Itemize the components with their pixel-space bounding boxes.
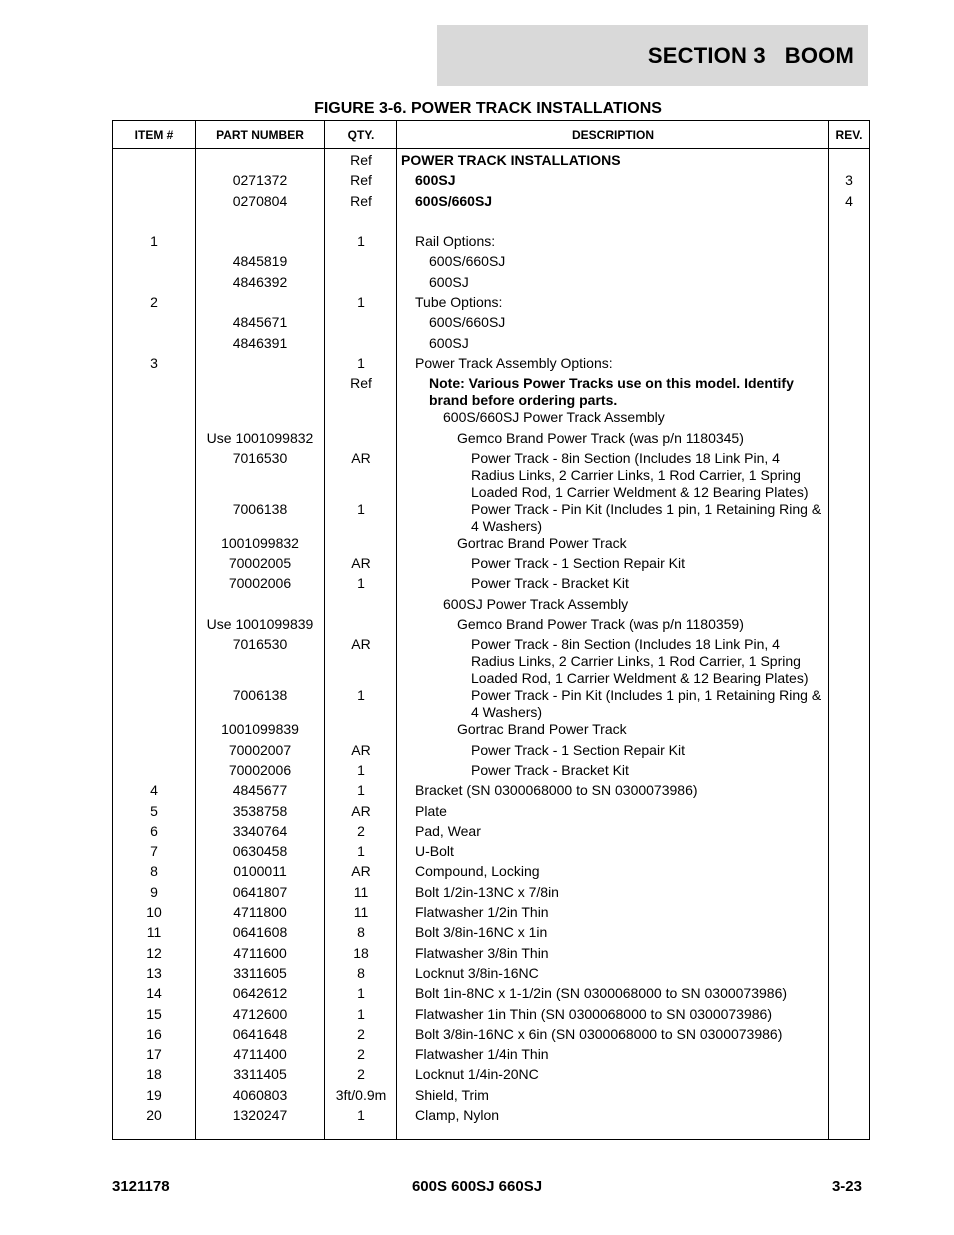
rev-cell: 3: [845, 172, 853, 189]
table-row: [113, 274, 869, 294]
table-row: [113, 762, 869, 782]
description-cell: 600S/660SJ Power Track Assembly: [443, 409, 665, 426]
description-cell: 600SJ: [429, 273, 469, 290]
description-cell: Bolt 3/8in-16NC x 1in: [415, 924, 548, 941]
rev-cell: [829, 1006, 869, 1026]
part-number-cell: 7006138: [232, 687, 288, 704]
item-cell: [113, 575, 195, 595]
item-cell: 14: [146, 985, 162, 1002]
part-number-cell: 4845671: [232, 314, 288, 331]
item-cell: 19: [146, 1086, 162, 1103]
item-cell: 16: [146, 1025, 162, 1042]
rev-cell: [829, 355, 869, 375]
rev-cell: [829, 636, 869, 687]
rev-cell: [829, 823, 869, 843]
item-cell: [113, 596, 195, 616]
part-number-cell: 4846391: [232, 334, 288, 351]
qty-cell: AR: [351, 863, 371, 880]
rev-cell: [829, 863, 869, 883]
part-number-cell: [195, 213, 325, 233]
description-cell: POWER TRACK INSTALLATIONS: [401, 152, 621, 168]
table-row: [113, 687, 869, 721]
description-cell: U-Bolt: [415, 843, 454, 860]
table-row: [113, 965, 869, 985]
item-cell: 9: [150, 883, 158, 900]
item-cell: 8: [150, 863, 158, 880]
item-cell: [113, 555, 195, 575]
description-cell: Power Track - Pin Kit (Includes 1 pin, 1 Retaining Ring & 4 Washers): [471, 687, 822, 721]
item-cell: 4: [150, 782, 158, 799]
qty-cell: [325, 274, 397, 294]
table-row: [113, 1066, 869, 1086]
item-cell: [113, 152, 195, 172]
qty-cell: 1: [357, 294, 365, 311]
table-row: [113, 596, 869, 616]
rev-cell: [829, 294, 869, 314]
description-cell: Flatwasher 1/4in Thin: [415, 1046, 549, 1063]
table-row: [113, 575, 869, 595]
qty-cell: AR: [351, 802, 371, 819]
rev-cell: [829, 884, 869, 904]
table-row: [113, 294, 869, 314]
table-body: [113, 152, 869, 1127]
item-cell: [113, 253, 195, 273]
item-cell: [113, 213, 195, 233]
part-number-cell: 1320247: [232, 1106, 288, 1123]
qty-cell: [325, 314, 397, 334]
item-cell: [113, 409, 195, 429]
item-cell: 2: [150, 294, 158, 311]
description-cell: Bolt 1in-8NC x 1-1/2in (SN 0300068000 to SN 0300073986): [415, 985, 788, 1002]
qty-cell: AR: [351, 741, 371, 758]
rev-cell: [829, 904, 869, 924]
qty-cell: 2: [357, 1025, 365, 1042]
part-number-cell: 4711800: [233, 904, 287, 921]
qty-cell: 2: [357, 822, 365, 839]
table-row: [113, 1087, 869, 1107]
description-cell: Bolt 1/2in-13NC x 7/8in: [415, 883, 559, 900]
table-row: [113, 314, 869, 334]
rev-cell: [829, 803, 869, 823]
rev-cell: [829, 1107, 869, 1127]
description-cell: Rail Options:: [415, 233, 496, 250]
part-number-cell: 3340764: [232, 822, 288, 839]
item-cell: [113, 193, 195, 213]
description-cell: Locknut 1/4in-20NC: [415, 1066, 539, 1083]
description-cell: 600SJ Power Track Assembly: [443, 595, 629, 612]
footer-page-number: 3-23: [831, 1178, 862, 1195]
rev-cell: [829, 965, 869, 985]
description-cell: Power Track - 8in Section (Includes 18 Link Pin, 4 Radius Links, 2 Carrier Links, 1 Rod Carrier, 1 Spring Loaded Rod, 1 Carrier Weldment & 12 Bearing Plates): [471, 636, 809, 687]
item-cell: [113, 687, 195, 721]
part-number-cell: 0641648: [232, 1025, 288, 1042]
part-number-cell: 1001099832: [221, 534, 299, 551]
part-number-cell: 70002007: [228, 741, 292, 758]
qty-cell: AR: [351, 555, 371, 572]
table-row: [113, 616, 869, 636]
table-row: [113, 884, 869, 904]
table-row: [113, 430, 869, 450]
part-number-cell: 4845677: [232, 782, 288, 799]
description-cell: Bolt 3/8in-16NC x 6in (SN 0300068000 to SN 0300073986): [415, 1025, 783, 1042]
rev-cell: [829, 314, 869, 334]
section-header: [437, 25, 868, 86]
qty-cell: 11: [353, 904, 369, 921]
item-cell: 18: [146, 1066, 162, 1083]
table-row: [113, 501, 869, 535]
rev-cell: [829, 375, 869, 409]
part-number-cell: [195, 152, 325, 172]
item-cell: 15: [146, 1005, 162, 1022]
description-cell: 600SJ: [415, 172, 456, 189]
description-cell: Clamp, Nylon: [415, 1106, 500, 1123]
part-number-cell: 4711600: [233, 944, 287, 961]
table-row: [113, 1107, 869, 1127]
section-title: SECTION 3 BOOM: [647, 42, 854, 68]
table-row: [113, 945, 869, 965]
part-number-cell: 7006138: [232, 500, 288, 517]
figure-title: FIGURE 3-6. POWER TRACK INSTALLATIONS: [314, 100, 662, 117]
item-cell: 20: [146, 1106, 162, 1123]
rev-cell: [829, 985, 869, 1005]
description-cell: Gemco Brand Power Track (was p/n 1180359): [457, 616, 744, 633]
rev-cell: [829, 233, 869, 253]
part-number-cell: 7016530: [232, 636, 288, 653]
item-cell: 3: [150, 354, 158, 371]
description-cell: Gortrac Brand Power Track: [457, 721, 627, 738]
table-row: [113, 1006, 869, 1026]
rev-cell: [829, 762, 869, 782]
qty-cell: 8: [357, 964, 365, 981]
item-cell: 7: [150, 843, 158, 860]
rev-cell: [829, 1046, 869, 1066]
rev-cell: [829, 1026, 869, 1046]
part-number-cell: 3311405: [233, 1066, 287, 1083]
part-number-cell: [195, 409, 325, 429]
description-cell: 600SJ: [429, 334, 469, 351]
item-cell: [113, 450, 195, 501]
rev-cell: [829, 843, 869, 863]
table-row: [113, 535, 869, 555]
table-row: [113, 233, 869, 253]
part-number-cell: 0641807: [232, 883, 288, 900]
qty-cell: AR: [351, 636, 371, 653]
rev-cell: [829, 742, 869, 762]
part-number-cell: [195, 294, 325, 314]
qty-cell: 11: [353, 883, 369, 900]
qty-cell: [325, 721, 397, 741]
description-cell: Flatwasher 1in Thin (SN 0300068000 to SN 0300073986): [415, 1005, 772, 1022]
rev-cell: [829, 687, 869, 721]
part-number-cell: 3311605: [233, 964, 287, 981]
part-number-cell: Use 1001099832: [206, 429, 314, 446]
qty-cell: 1: [357, 1005, 365, 1022]
qty-cell: 1: [357, 843, 365, 860]
item-cell: 5: [150, 802, 158, 819]
part-number-cell: 4845819: [232, 253, 288, 270]
table-row: [113, 863, 869, 883]
rev-cell: [829, 450, 869, 501]
part-number-cell: 4712600: [232, 1005, 288, 1022]
rev-cell: [829, 596, 869, 616]
qty-cell: AR: [351, 449, 371, 466]
rev-cell: [829, 721, 869, 741]
part-number-cell: [195, 355, 325, 375]
description-cell: Power Track - Bracket Kit: [471, 761, 629, 778]
rev-cell: [829, 274, 869, 294]
qty-cell: Ref: [350, 192, 372, 209]
part-number-cell: Use 1001099839: [206, 616, 314, 633]
table-row: [113, 721, 869, 741]
qty-cell: 1: [357, 500, 365, 517]
qty-cell: [325, 409, 397, 429]
rev-cell: [829, 1066, 869, 1086]
part-number-cell: 0630458: [232, 843, 288, 860]
description-cell: [397, 213, 829, 233]
description-cell: Power Track - 1 Section Repair Kit: [471, 555, 685, 572]
item-cell: [113, 501, 195, 535]
part-number-cell: 0641608: [232, 924, 288, 941]
qty-cell: 3ft/0.9m: [335, 1086, 387, 1103]
description-cell: Flatwasher 1/2in Thin: [415, 904, 549, 921]
rev-cell: [829, 430, 869, 450]
qty-cell: 1: [357, 985, 365, 1002]
part-number-cell: [195, 233, 325, 253]
part-number-cell: 4711400: [233, 1046, 287, 1063]
rev-cell: [829, 782, 869, 802]
table-row: [113, 253, 869, 273]
description-cell: Power Track Assembly Options:: [415, 354, 613, 371]
description-cell: Flatwasher 3/8in Thin: [415, 944, 549, 961]
qty-cell: 1: [357, 1106, 365, 1123]
part-number-cell: 0100011: [233, 863, 287, 880]
rev-cell: [829, 335, 869, 355]
qty-cell: 8: [357, 924, 365, 941]
item-cell: [113, 535, 195, 555]
qty-cell: [325, 596, 397, 616]
table-row: [113, 450, 869, 501]
item-cell: [113, 721, 195, 741]
description-cell: Power Track - 8in Section (Includes 18 Link Pin, 4 Radius Links, 2 Carrier Links, 1 Rod Carrier, 1 Spring Loaded Rod, 1 Carrier Weldment & 12 Bearing Plates): [471, 449, 809, 500]
description-cell: Pad, Wear: [415, 822, 481, 839]
part-number-cell: 3538758: [232, 802, 288, 819]
column-header-part-number: PART NUMBER: [216, 127, 304, 142]
qty-cell: 1: [357, 761, 365, 778]
item-cell: [113, 335, 195, 355]
column-header-rev: REV.: [835, 127, 863, 142]
description-cell: 600S/660SJ: [429, 253, 506, 270]
part-number-cell: 0642612: [232, 985, 288, 1002]
rev-cell: 4: [845, 192, 853, 209]
description-cell: Compound, Locking: [415, 863, 540, 880]
description-cell: 600S/660SJ: [429, 314, 506, 331]
table-row: [113, 172, 869, 192]
qty-cell: [325, 253, 397, 273]
column-header-description: DESCRIPTION: [571, 127, 654, 142]
rev-cell: [829, 152, 869, 172]
footer-doc-number: 3121178: [112, 1178, 170, 1195]
part-number-cell: 4846392: [232, 273, 288, 290]
rev-cell: [829, 945, 869, 965]
table-row: [113, 193, 869, 213]
rev-cell: [829, 555, 869, 575]
table-row: [113, 823, 869, 843]
qty-cell: [325, 335, 397, 355]
part-number-cell: 70002006: [228, 761, 292, 778]
item-cell: [113, 430, 195, 450]
rev-cell: [829, 253, 869, 273]
part-number-cell: 4060803: [232, 1086, 288, 1103]
table-row: [113, 985, 869, 1005]
qty-cell: [325, 213, 397, 233]
item-cell: 1: [150, 233, 158, 250]
item-cell: 13: [146, 964, 162, 981]
table-row: [113, 335, 869, 355]
description-cell: Locknut 3/8in-16NC: [415, 964, 539, 981]
table-row: [113, 355, 869, 375]
item-cell: [113, 172, 195, 192]
rev-cell: [829, 213, 869, 233]
table-row: [113, 782, 869, 802]
qty-cell: 1: [357, 354, 365, 371]
qty-cell: Ref: [350, 375, 372, 392]
table-row: [113, 409, 869, 429]
table-row: [113, 904, 869, 924]
rev-cell: [829, 409, 869, 429]
table-row: [113, 803, 869, 823]
qty-cell: [325, 535, 397, 555]
part-number-cell: 70002006: [228, 575, 292, 592]
qty-cell: Ref: [350, 152, 372, 168]
rev-cell: [829, 535, 869, 555]
item-cell: [113, 375, 195, 409]
qty-cell: [325, 430, 397, 450]
header-divider: [113, 148, 869, 149]
rev-cell: [829, 924, 869, 944]
qty-cell: 1: [357, 233, 365, 250]
description-cell: Power Track - 1 Section Repair Kit: [471, 741, 685, 758]
table-row: [113, 1026, 869, 1046]
item-cell: [113, 762, 195, 782]
part-number-cell: [195, 375, 325, 409]
table-row: [113, 152, 869, 172]
description-cell: 600S/660SJ: [415, 192, 493, 209]
item-cell: 10: [146, 904, 162, 921]
description-cell: Plate: [415, 802, 447, 819]
column-header-item: ITEM #: [134, 127, 174, 142]
table-row: [113, 213, 869, 233]
item-cell: 17: [146, 1046, 162, 1063]
table-row: [113, 555, 869, 575]
table-row: [113, 924, 869, 944]
description-cell: Bracket (SN 0300068000 to SN 0300073986): [415, 782, 698, 799]
item-cell: 6: [150, 822, 158, 839]
part-number-cell: 0270804: [232, 192, 288, 209]
part-number-cell: 1001099839: [221, 721, 299, 738]
part-number-cell: 7016530: [232, 449, 288, 466]
qty-cell: 1: [357, 575, 365, 592]
table-row: [113, 1046, 869, 1066]
qty-cell: 1: [357, 687, 365, 704]
qty-cell: [325, 616, 397, 636]
description-cell: Shield, Trim: [415, 1086, 489, 1103]
item-cell: 12: [146, 944, 162, 961]
part-number-cell: [195, 596, 325, 616]
rev-cell: [829, 501, 869, 535]
item-cell: [113, 274, 195, 294]
item-cell: 11: [146, 924, 162, 941]
description-cell: Note: Various Power Tracks use on this model. Identify brand before ordering parts.: [429, 375, 794, 409]
part-number-cell: 70002005: [228, 555, 292, 572]
qty-cell: 1: [357, 782, 365, 799]
rev-cell: [829, 575, 869, 595]
rev-cell: [829, 616, 869, 636]
description-cell: Gemco Brand Power Track (was p/n 1180345): [457, 429, 744, 446]
item-cell: [113, 616, 195, 636]
item-cell: [113, 314, 195, 334]
rev-cell: [829, 1087, 869, 1107]
part-number-cell: 0271372: [232, 172, 288, 189]
table-row: [113, 636, 869, 687]
table-row: [113, 742, 869, 762]
table-row: [113, 843, 869, 863]
parts-table: [112, 120, 870, 1140]
description-cell: Gortrac Brand Power Track: [457, 534, 627, 551]
item-cell: [113, 636, 195, 687]
qty-cell: Ref: [350, 172, 372, 189]
description-cell: Tube Options:: [415, 294, 503, 311]
column-header-qty: QTY.: [347, 127, 375, 142]
footer-models: 600S 600SJ 660SJ: [411, 1178, 543, 1195]
description-cell: Power Track - Pin Kit (Includes 1 pin, 1 Retaining Ring & 4 Washers): [471, 500, 822, 534]
qty-cell: 2: [357, 1066, 365, 1083]
qty-cell: 18: [353, 944, 369, 961]
item-cell: [113, 742, 195, 762]
table-row: [113, 375, 869, 409]
qty-cell: 2: [357, 1046, 365, 1063]
description-cell: Power Track - Bracket Kit: [471, 575, 629, 592]
